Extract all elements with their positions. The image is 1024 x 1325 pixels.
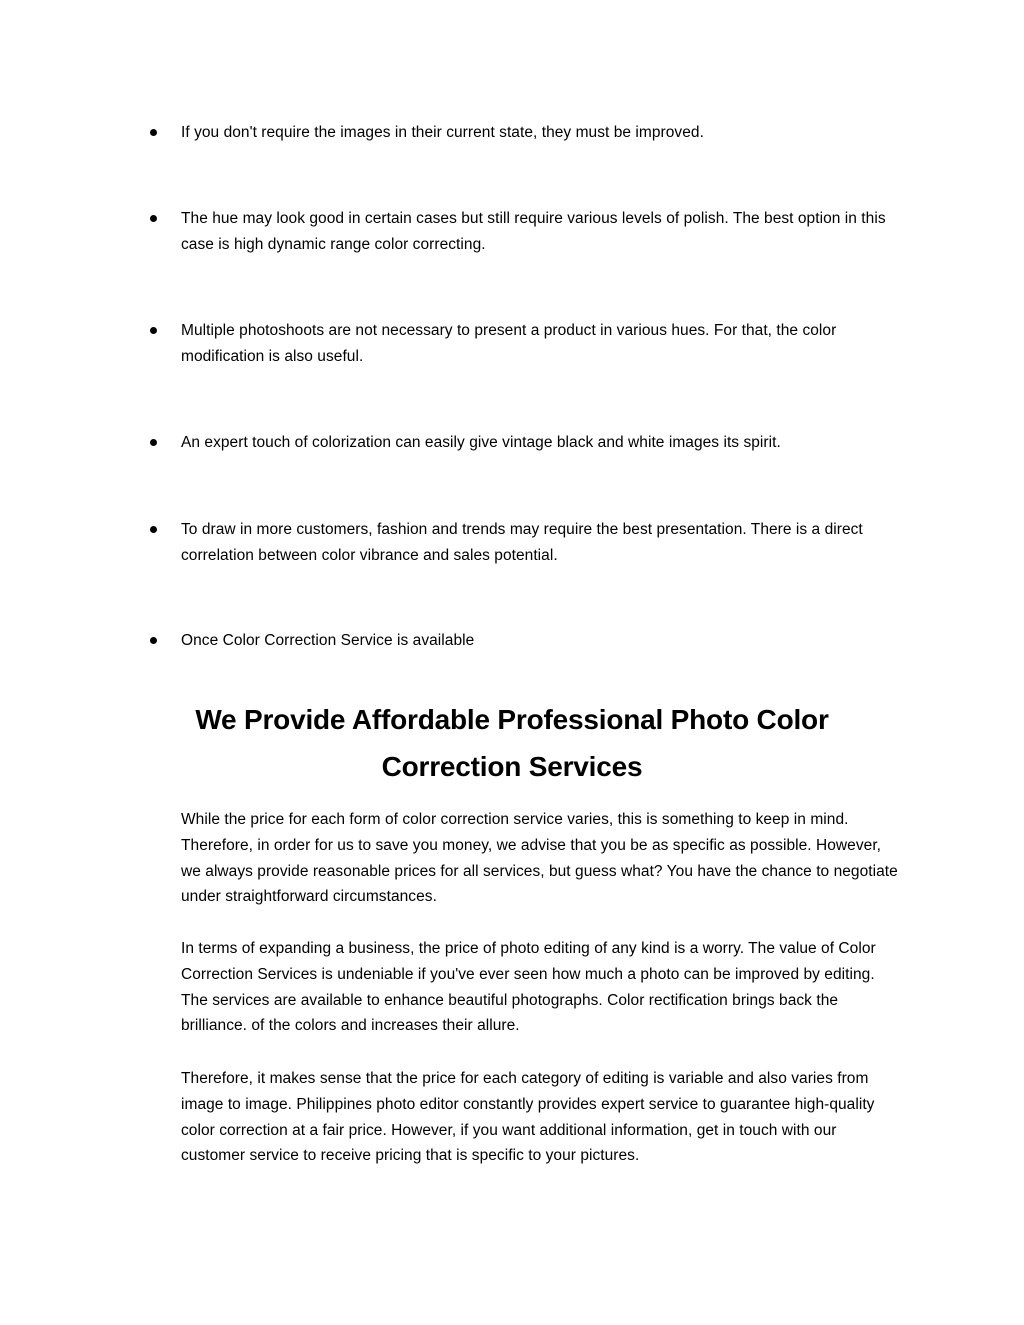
section-heading: We Provide Affordable Professional Photo Color Correction Services (195, 704, 829, 782)
bullet-item (181, 430, 905, 456)
bullet-icon (150, 526, 157, 533)
body-paragraph: While the price for each form of color correction service varies, this is something to keep in mind. Therefore, in order for us to save you money, we advise that you be as specific as possible. However, we always provide reasonable prices for all services, but guess what? You have the chance to negotiate under straightforward circumstances. (181, 811, 898, 906)
bullet-icon (150, 215, 157, 222)
bullet-text: An expert touch of colorization can easily give vintage black and white images its spirit. (181, 434, 781, 451)
bullet-text: If you don't require the images in their current state, they must be improved. (181, 124, 704, 141)
bullet-item (181, 628, 905, 654)
body-paragraph: Therefore, it makes sense that the price for each category of editing is variable and also varies from image to image. Philippines photo editor constantly provides expert service to guarantee high-quality color correction at a fair price. However, if you want additional information, get in touch with our customer service to receive pricing that is specific to your pictures. (181, 1070, 875, 1165)
bullet-text: Multiple photoshoots are not necessary to present a product in various hues. For that, the color modification is also useful. (181, 322, 837, 365)
bullet-icon (150, 439, 157, 446)
bullet-text: The hue may look good in certain cases but still require various levels of polish. The best option in this case is high dynamic range color correcting. (181, 210, 886, 253)
bullet-text: Once Color Correction Service is available (181, 632, 475, 649)
bullet-item (181, 120, 905, 146)
body-paragraph: In terms of expanding a business, the price of photo editing of any kind is a worry. The value of Color Correction Services is undeniable if you've ever seen how much a photo can be improved by editing. The services are available to enhance beautiful photographs. Color rectification brings back the brilliance. of the colors and increases their allure. (181, 940, 876, 1035)
bullet-icon (150, 129, 157, 136)
bullet-item (181, 206, 905, 257)
bullet-text: To draw in more customers, fashion and trends may require the best presentation. There is a direct correlation between color vibrance and sales potential. (181, 521, 863, 564)
bullet-icon (150, 327, 157, 334)
bullet-item (181, 517, 905, 568)
bullet-icon (150, 637, 157, 644)
bullet-item (181, 318, 905, 369)
